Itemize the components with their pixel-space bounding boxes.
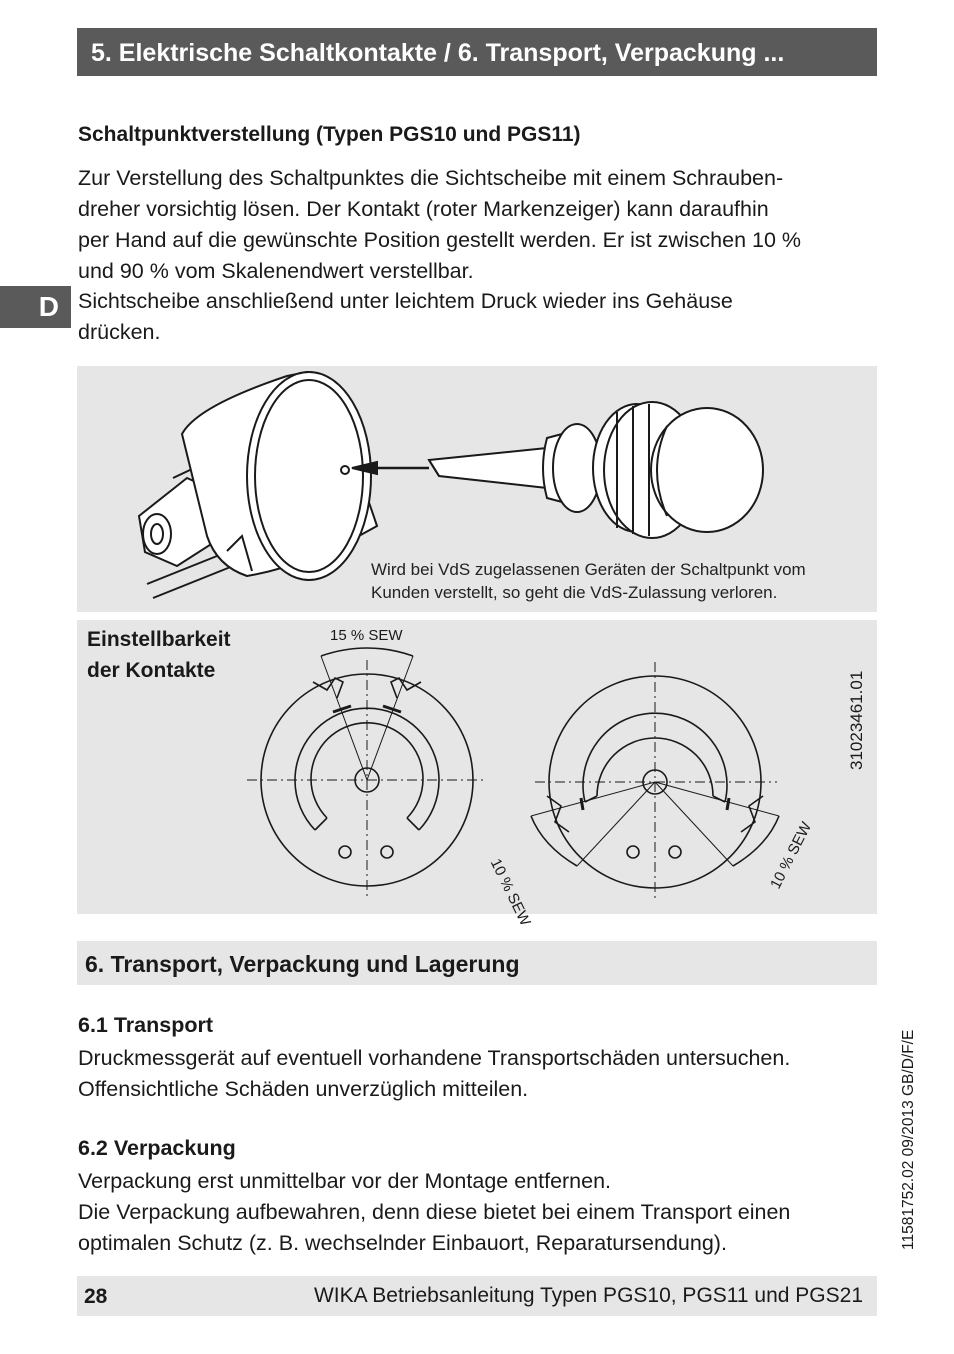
paragraph-line: Sichtscheibe anschließend unter leichtem Druck wieder ins Gehäuse: [78, 289, 733, 313]
drawing-number: 31023461.01: [847, 670, 866, 770]
paragraph-line: optimalen Schutz (z. B. wechselnder Einbauort, Reparatursendung).: [78, 1231, 727, 1255]
figure-contact-adjustability: [77, 620, 877, 929]
figure-title: [87, 624, 231, 686]
document-reference: 11581752.02 09/2013 GB/D/F/E: [900, 1029, 917, 1250]
label-15-percent-sew: 15 % SEW: [330, 627, 403, 644]
page-footer: [77, 1276, 877, 1316]
paragraph-line: Druckmessgerät auf eventuell vorhandene Transportschäden untersuchen.: [78, 1046, 791, 1070]
subheading-packaging: 6.2 Verpackung: [78, 1136, 236, 1160]
note-line: Wird bei VdS zugelassenen Geräten der Schaltpunkt vom: [371, 560, 806, 579]
paragraph-line: Offensichtliche Schäden unverzüglich mitteilen.: [78, 1077, 529, 1101]
label-10-percent-sew-right: 10 % SEW: [767, 819, 816, 892]
figure-gauge-screwdriver: [77, 366, 877, 612]
paragraph-line: Verpackung erst unmittelbar vor der Montage entfernen.: [78, 1169, 612, 1193]
vds-warning-note: [371, 558, 806, 604]
paragraph-line: per Hand auf die gewünschte Position gestellt werden. Er ist zwischen 10 %: [78, 228, 802, 252]
paragraph-line: Zur Verstellung des Schaltpunktes die Sichtscheibe mit einem Schrauben-: [78, 166, 784, 190]
footer-title: WIKA Betriebsanleitung Typen PGS10, PGS11 und PGS21: [313, 1284, 863, 1307]
page-header: 5. Elektrische Schaltkontakte / 6. Transport, Verpackung ...: [77, 28, 877, 76]
page-number: 28: [84, 1285, 108, 1308]
paragraph-line: drücken.: [78, 320, 161, 344]
label-10-percent-sew-left: 10 % SEW: [486, 856, 534, 929]
paragraph-line: Die Verpackung aufbewahren, denn diese bietet bei einem Transport einen: [78, 1200, 791, 1224]
section-heading-transport: 6. Transport, Verpackung und Lagerung: [77, 941, 877, 985]
paragraph-line: und 90 % vom Skalenendwert verstellbar.: [78, 259, 474, 283]
figure-title-line: Einstellbarkeit: [87, 628, 231, 651]
note-line: Kunden verstellt, so geht die VdS-Zulassung verloren.: [371, 583, 778, 602]
figure-title-line: der Kontakte: [87, 659, 216, 682]
section-heading-switch-point: Schaltpunktverstellung (Typen PGS10 und PGS11): [78, 123, 581, 146]
subheading-transport: 6.1 Transport: [78, 1013, 214, 1037]
language-tab: D: [0, 286, 71, 328]
paragraph-line: dreher vorsichtig lösen. Der Kontakt (roter Markenzeiger) kann daraufhin: [78, 197, 769, 221]
